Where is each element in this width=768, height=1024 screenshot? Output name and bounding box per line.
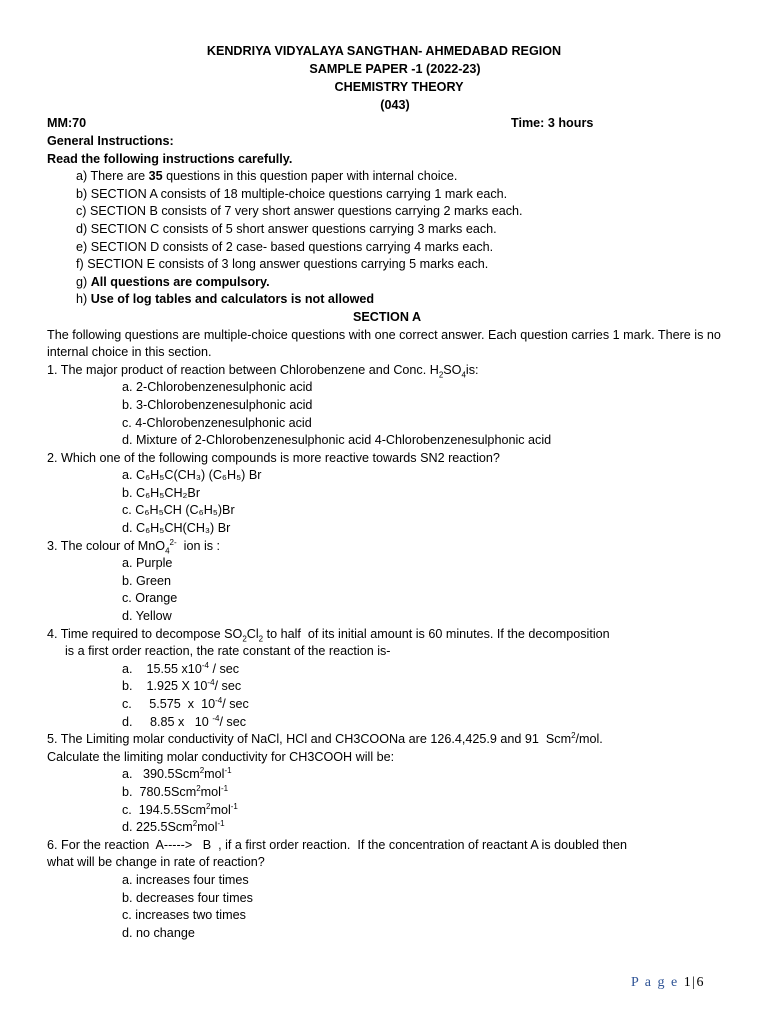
instruction-h — [47, 291, 727, 309]
q2-option-b: b. C₆H₅CH₂Br — [122, 485, 201, 500]
page-footer — [631, 974, 705, 992]
q4-d-pre: d. 8.85 x 10 — [122, 714, 213, 729]
q5-c-mol: mol — [210, 802, 231, 817]
q4-b-post: / sec — [214, 679, 242, 694]
q1-stem-mid: SO — [443, 362, 462, 377]
q4-stem-post: to half of its initial amount is 60 minutes. If the decomposition — [263, 626, 610, 641]
q5-option-b — [47, 784, 727, 802]
q6-option-a: a. increases four times — [122, 872, 249, 887]
time-allowed: Time: 3 hours — [511, 116, 594, 130]
q4-a-post: / sec — [208, 661, 240, 676]
q5-d-sup1: 2 — [192, 818, 198, 828]
instruction-d: d) SECTION C consists of 5 short answer questions carrying 3 marks each. — [76, 221, 497, 236]
header-subject: CHEMISTRY THEORY — [334, 80, 464, 94]
instruction-a — [47, 168, 727, 186]
q4-b-sup: -4 — [207, 678, 215, 688]
q4-a-sup: -4 — [201, 660, 209, 670]
q6-option-d: d. no change — [122, 925, 195, 940]
instruction-g-text: All questions are compulsory. — [90, 274, 270, 289]
q4-d-sup: -4 — [212, 713, 220, 723]
header-org: KENDRIYA VIDYALAYA SANGTHAN- AHMEDABAD REGION — [206, 44, 562, 58]
instructions-heading: General Instructions: — [47, 134, 174, 148]
q4-a-pre: a. 15.55 x10 — [122, 661, 202, 676]
question-6-stem-line1: 6. For the reaction A-----> B , if a first order reaction. If the concentration of reactant A is doubled then — [47, 837, 627, 852]
q5-a-mol: mol — [204, 767, 225, 782]
q1-stem-post: is: — [465, 362, 479, 377]
instruction-c: c) SECTION B consists of 7 very short answer questions carrying 2 marks each. — [76, 204, 523, 219]
page-number: 1 — [683, 975, 693, 990]
question-4-stem-line2: is a first order reaction, the rate constant of the reaction is- — [65, 644, 391, 659]
q4-sub2: 2 — [258, 634, 264, 644]
q5-d-mol: mol — [197, 820, 218, 835]
q2-option-d: d. C₆H₅CH(CH₃) Br — [122, 521, 231, 536]
q5-a-pre: a. 390.5Scm — [122, 767, 200, 782]
q5-a-sup1: 2 — [199, 766, 205, 776]
q5-stem-pre: 5. The Limiting molar conductivity of NaCl, HCl and CH3COONa are 126.4,425.9 and 91 Scm — [47, 732, 572, 747]
header-paper: SAMPLE PAPER -1 (2022-23) — [309, 62, 481, 76]
q4-c-sup: -4 — [215, 695, 223, 705]
question-5-stem-line2: Calculate the limiting molar conductivity for CH3COOH will be: — [47, 749, 395, 764]
section-a-title: SECTION A — [352, 309, 422, 324]
q5-stem-post: /mol. — [575, 732, 603, 747]
q4-option-d — [47, 714, 727, 732]
instruction-a-post: questions in this question paper with internal choice. — [162, 169, 458, 184]
q1-option-b: b. 3-Chlorobenzenesulphonic acid — [122, 397, 313, 412]
q5-c-sup2: -1 — [230, 801, 238, 811]
q4-option-b — [47, 678, 727, 696]
page-total: 6 — [696, 975, 705, 990]
q5-a-sup2: -1 — [224, 766, 232, 776]
q4-option-a — [47, 661, 727, 679]
q1-stem-pre: 1. The major product of reaction between Chlorobenzene and Conc. H — [47, 362, 439, 377]
instruction-e: e) SECTION D consists of 2 case- based questions carrying 4 marks each. — [76, 239, 494, 254]
question-5-stem-line1 — [47, 731, 727, 749]
instruction-a-num: 35 — [148, 169, 163, 184]
q2-option-c: c. C₆H₅CH (C₆H₅)Br — [122, 503, 235, 518]
q5-b-sup2: -1 — [220, 783, 229, 793]
q1-sub1: 2 — [438, 370, 444, 380]
max-marks: MM:70 — [47, 116, 87, 130]
instruction-h-text: Use of log tables and calculators is not allowed — [90, 292, 375, 307]
q4-sub1: 2 — [242, 634, 247, 644]
q4-stem-pre: 4. Time required to decompose SO — [47, 626, 243, 641]
q5-option-a — [47, 766, 727, 784]
page-label: P a g e — [630, 975, 679, 990]
instruction-g — [47, 274, 727, 292]
q5-b-pre: b. 780.5Scm — [122, 784, 197, 799]
q5-b-sup1: 2 — [196, 783, 201, 793]
q5-d-pre: d. 225.5Scm — [122, 820, 193, 835]
meta-row — [47, 115, 607, 133]
q3-sub: 4 — [165, 546, 170, 556]
q6-option-b: b. decreases four times — [122, 890, 253, 905]
q4-b-pre: b. 1.925 X 10 — [122, 679, 208, 694]
page-separator: | — [692, 975, 697, 990]
section-a-intro: The following questions are multiple-choice questions with one correct answer. Each question carries 1 mark. There is no internal choice in this section. — [47, 327, 721, 360]
q3-stem-post: ion is : — [176, 538, 221, 553]
q4-d-post: / sec — [219, 714, 247, 729]
q4-option-c — [47, 696, 727, 714]
instruction-h-pre: h) — [76, 292, 91, 307]
q3-option-c: c. Orange — [122, 591, 178, 606]
question-2-stem: 2. Which one of the following compounds is more reactive towards SN2 reaction? — [47, 450, 500, 465]
instruction-f: f) SECTION E consists of 3 long answer questions carrying 5 marks each. — [76, 257, 489, 272]
q3-sup: 2- — [169, 537, 177, 547]
instruction-g-pre: g) — [76, 274, 91, 289]
question-1-stem — [47, 362, 727, 380]
q5-b-mol: mol — [200, 784, 221, 799]
header-code: (043) — [380, 98, 410, 112]
q6-option-c: c. increases two times — [122, 908, 246, 923]
q5-d-sup2: -1 — [217, 818, 225, 828]
q2-option-a: a. C₆H₅C(CH₃) (C₆H₅) Br — [122, 468, 262, 483]
q3-option-a: a. Purple — [122, 556, 173, 571]
question-6-stem-line2: what will be change in rate of reaction? — [47, 855, 265, 870]
q1-option-c: c. 4-Chlorobenzenesulphonic acid — [122, 415, 312, 430]
q5-c-pre: c. 194.5.5Scm — [122, 802, 206, 817]
q5-c-sup1: 2 — [206, 801, 211, 811]
q5-option-d — [47, 819, 727, 837]
instruction-a-pre: a) There are — [76, 169, 149, 184]
q3-stem-pre: 3. The colour of MnO — [47, 538, 166, 553]
instructions-read: Read the following instructions carefully. — [47, 151, 293, 166]
q1-option-d: d. Mixture of 2-Chlorobenzenesulphonic acid 4-Chlorobenzenesulphonic acid — [122, 433, 552, 448]
q1-option-a: a. 2-Chlorobenzenesulphonic acid — [122, 380, 313, 395]
q4-c-pre: c. 5.575 x 10 — [122, 697, 216, 711]
q5-stem-sup: 2 — [571, 731, 576, 740]
q1-sub2: 4 — [461, 370, 466, 380]
q4-stem-mid: Cl — [246, 626, 259, 641]
instruction-b: b) SECTION A consists of 18 multiple-choice questions carrying 1 mark each. — [76, 186, 508, 201]
q5-option-c — [47, 802, 727, 820]
question-4-stem-line1 — [47, 626, 727, 644]
content-block — [47, 133, 727, 942]
question-3-stem — [47, 538, 727, 556]
q3-option-b: b. Green — [122, 573, 172, 588]
q3-option-d: d. Yellow — [122, 609, 172, 624]
q4-c-post: / sec — [222, 697, 249, 711]
